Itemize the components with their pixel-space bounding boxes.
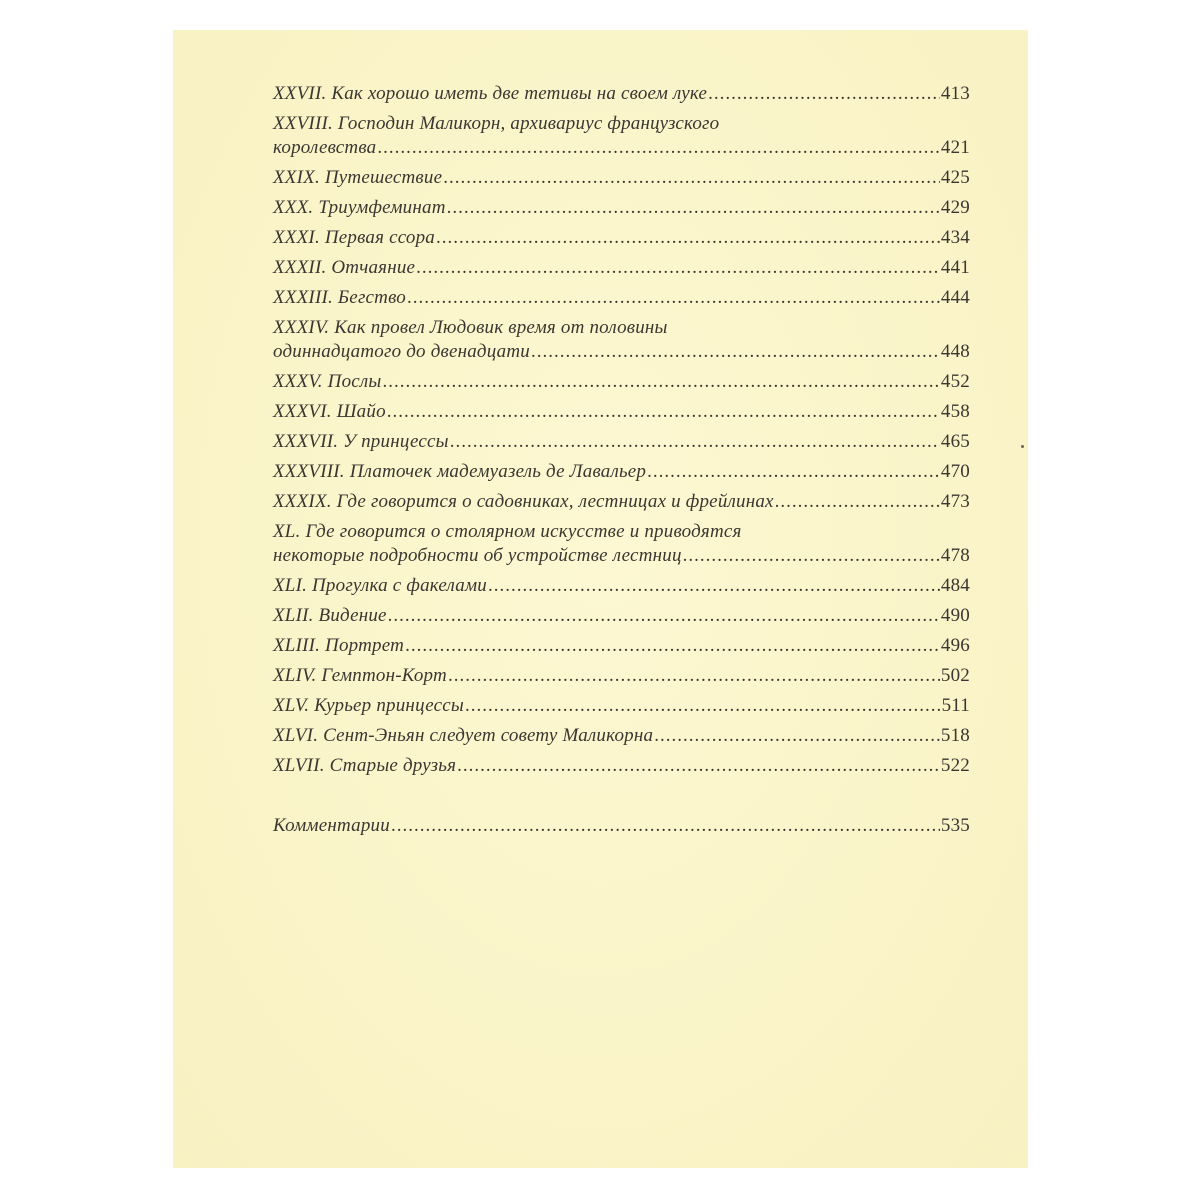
toc-entry-title: XXXVII. У принцессы [273,431,449,452]
toc-entry-title: XXX. Триумфеминат [273,197,446,218]
toc-entry-page: 444 [940,287,970,308]
toc-entry-title: XLVI. Сент-Эньян следует совету Маликорна [273,725,654,746]
toc-entry [273,370,970,394]
toc-entry-page: 441 [940,257,970,278]
toc-entry-commentary [273,814,970,838]
toc-entry-title: XXXV. Послы [273,371,382,392]
toc-entry-title: XXXIII. Бегство [273,287,407,308]
toc-entry-title: XXVII. Как хорошо иметь две тетивы на своем луке [273,83,708,104]
toc-entry [273,316,970,364]
leader-dots [457,754,940,778]
leader-dots [775,490,940,514]
toc-entry-page: 425 [940,167,970,188]
toc-entry [273,664,970,688]
toc-entry-title: XLIII. Портрет [273,635,405,656]
toc-entry [273,490,970,514]
toc-entry-title: XLIV. Гемптон-Корт [273,665,447,686]
leader-dots [447,196,940,220]
leader-dots [377,136,940,160]
leader-dots [443,166,940,190]
leader-dots [387,400,940,424]
toc-entry-title: XLII. Видение [273,605,387,626]
toc-entry [273,256,970,280]
toc-entry [273,196,970,220]
toc-entry-page: 478 [940,545,970,566]
toc-entry-title: королевства [273,137,377,158]
toc-entry-title-line1: XXVIII. Господин Маликорн, архивариус французского [273,113,720,134]
toc-entry-page: 535 [940,815,970,836]
toc-entry-title: XXXIX. Где говорится о садовниках, лестницах и фрейлинах [273,491,774,512]
toc-entry-page: 473 [940,491,970,512]
leader-dots [388,604,940,628]
toc-entry [273,430,970,454]
toc-entry-title: XLI. Прогулка с факелами [273,575,487,596]
toc-entry-page: 511 [941,695,970,716]
table-of-contents [273,82,970,838]
leader-dots [405,634,940,658]
leader-dots [382,370,939,394]
toc-entry-page: 518 [940,725,970,746]
toc-entry-title: XXXI. Первая ссора [273,227,435,248]
toc-entry-title: XXIX. Путешествие [273,167,443,188]
toc-entry [273,574,970,598]
toc-entry-page: 429 [940,197,970,218]
leader-dots [448,664,940,688]
toc-entry-title: одиннадцатого до двенадцати [273,341,530,362]
toc-entry [273,604,970,628]
toc-entry [273,634,970,658]
toc-entry [273,400,970,424]
toc-entry-page: 458 [940,401,970,422]
toc-entry-title: XLV. Курьер принцессы [273,695,464,716]
toc-entry [273,82,970,106]
toc-entry-page: 465 [940,431,970,452]
leader-dots [465,694,941,718]
leader-dots [708,82,940,106]
leader-dots [450,430,940,454]
leader-dots [391,814,940,838]
toc-entry-page: 421 [940,137,970,158]
leader-dots [647,460,940,484]
leader-dots [436,226,940,250]
toc-entry [273,166,970,190]
toc-entry-page: 522 [940,755,970,776]
leader-dots [683,544,940,568]
book-page [173,30,1028,1168]
toc-entry [273,112,970,160]
toc-entry [273,754,970,778]
toc-entry-page: 490 [940,605,970,626]
toc-entry [273,226,970,250]
toc-entry [273,520,970,568]
toc-entry-page: 502 [940,665,970,686]
toc-entry [273,286,970,310]
leader-dots [416,256,940,280]
toc-entry-page: 448 [940,341,970,362]
toc-entry-title: XXXVI. Шайо [273,401,386,422]
toc-entry-page: 496 [940,635,970,656]
toc-entry-title: XLVII. Старые друзья [273,755,457,776]
toc-entry-title: Комментарии [273,815,390,836]
toc-entry-title-line1: XXXIV. Как провел Людовик время от половины [273,317,668,338]
leader-dots [531,340,940,364]
toc-entry [273,724,970,748]
toc-entry-title-line1: XL. Где говорится о столярном искусстве и приводятся [273,521,742,542]
toc-entry [273,694,970,718]
leader-dots [488,574,940,598]
toc-entry [273,460,970,484]
toc-entry-title: XXXVIII. Платочек мадемуазель де Лавальер [273,461,647,482]
toc-entry-page: 413 [940,83,970,104]
toc-entry-title: XXXII. Отчаяние [273,257,416,278]
toc-entry-page: 484 [940,575,970,596]
leader-dots [407,286,940,310]
toc-entry-page: 452 [940,371,970,392]
toc-entry-page: 434 [940,227,970,248]
leader-dots [654,724,940,748]
toc-entry-page: 470 [940,461,970,482]
paper-speck [1021,445,1024,448]
toc-entry-title: некоторые подробности об устройстве лестниц [273,545,682,566]
